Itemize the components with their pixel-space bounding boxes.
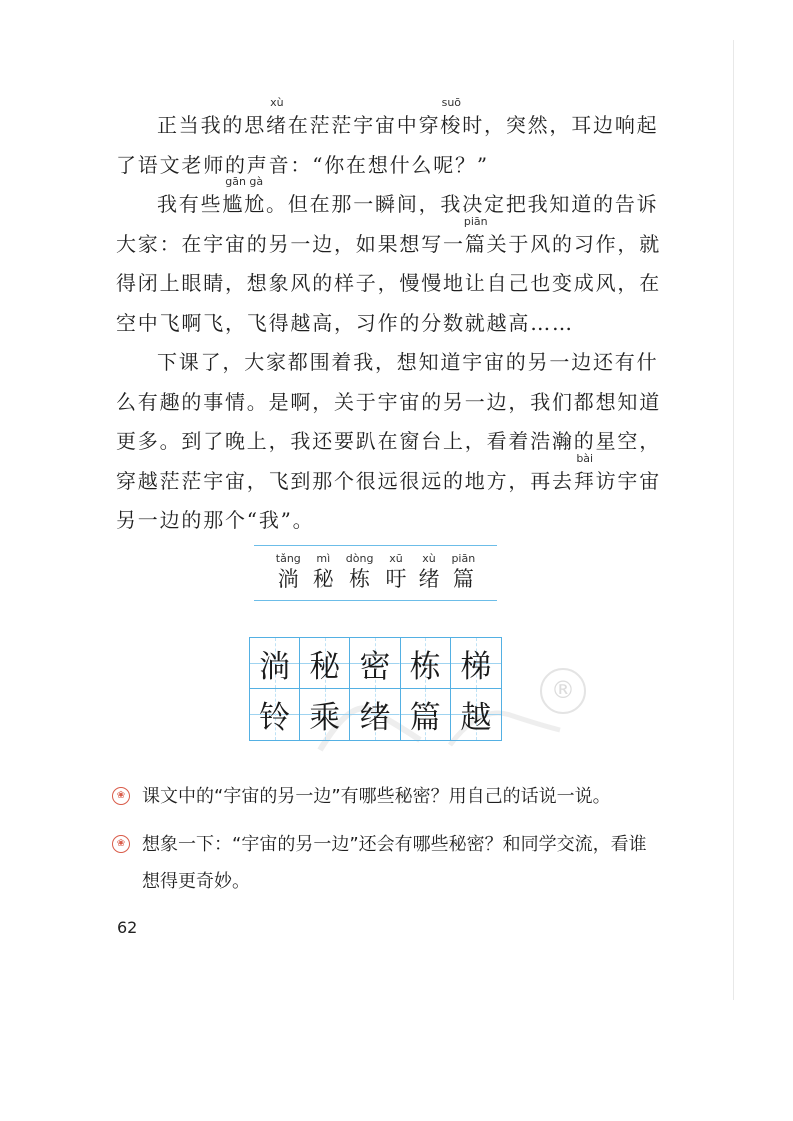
new-char: xū 吁 bbox=[385, 552, 407, 591]
flower-icon: ❀ bbox=[112, 835, 130, 853]
text-line: 穿越茫茫宇宙，飞到那个很远很远的地方，再去 bài 拜访宇宙 bbox=[116, 462, 646, 502]
text-line: 我有些 gān gà 尴尬。但在那一瞬间，我决定把我知道的告诉 bbox=[116, 185, 646, 225]
new-char: piān 篇 bbox=[451, 552, 476, 591]
question-1: ❀ 课文中的“宇宙的另一边”有哪些秘密？用自己的话说一说。 bbox=[112, 778, 652, 815]
grid-cell: 淌 bbox=[250, 638, 300, 689]
paragraph-2 bbox=[116, 175, 662, 343]
text-line: 么有趣的事情。是啊，关于宇宙的另一边，我们都想知道 bbox=[116, 389, 661, 414]
writing-grid bbox=[249, 637, 502, 741]
question-2: ❀ 想象一下：“宇宙的另一边”还会有哪些秘密？和同学交流，看谁想得更奇妙。 bbox=[112, 826, 652, 900]
ruby-char: piān 篇 bbox=[463, 214, 488, 256]
grid-cell: 栋 bbox=[401, 638, 451, 689]
grid-cell: 密 bbox=[350, 638, 400, 689]
grid-cell: 铃 bbox=[250, 689, 300, 740]
new-char: tǎng 淌 bbox=[275, 552, 301, 591]
new-characters-box bbox=[254, 545, 497, 601]
paragraph-3 bbox=[116, 343, 662, 541]
text-line: 正当我的思 xù 绪在茫茫宇宙中穿 suō 梭时，突然，耳边响起 bbox=[116, 106, 646, 146]
paragraph-1 bbox=[116, 96, 659, 185]
grid-cell: 秘 bbox=[300, 638, 350, 689]
text-line: 下课了，大家都围着我，想知道宇宙的另一边还有什 bbox=[157, 350, 659, 374]
ruby-char: bài 拜 bbox=[573, 451, 596, 493]
grid-cell: 梯 bbox=[451, 638, 501, 689]
ruby-char: xù 绪 bbox=[266, 96, 288, 137]
ruby-char: gān gà 尴尬 bbox=[222, 175, 267, 216]
grid-cell: 篇 bbox=[401, 689, 451, 740]
text-line: 另一边的那个“我”。 bbox=[116, 508, 315, 532]
text-line: 空中飞啊飞，飞得越高，习作的分数就越高…… bbox=[116, 310, 574, 335]
page-edge-divider bbox=[733, 40, 734, 1000]
page-number: 62 bbox=[117, 918, 138, 937]
story-text bbox=[116, 96, 662, 541]
flower-icon: ❀ bbox=[112, 787, 130, 805]
grid-cell: 越 bbox=[451, 689, 501, 740]
grid-cell: 乘 bbox=[300, 689, 350, 740]
grid-cell: 绪 bbox=[350, 689, 400, 740]
text-line: 了语文老师的声音：“你在想什么呢？” bbox=[116, 152, 489, 177]
ruby-char: suō 梭 bbox=[440, 96, 463, 137]
text-line: 大家：在宇宙的另一边，如果想写一 piān 篇关于风的习作，就 bbox=[116, 225, 646, 265]
new-char: dòng 栋 bbox=[345, 552, 374, 591]
new-char: xù 绪 bbox=[418, 552, 440, 591]
new-char: mì 秘 bbox=[312, 552, 334, 591]
text-line: 得闭上眼睛，想象风的样子，慢慢地让自己也变成风，在 bbox=[116, 271, 661, 295]
registered-trademark-icon: ® bbox=[540, 668, 586, 714]
text-line: 更多。到了晚上，我还要趴在窗台上，看着浩瀚的星空， bbox=[116, 429, 661, 453]
